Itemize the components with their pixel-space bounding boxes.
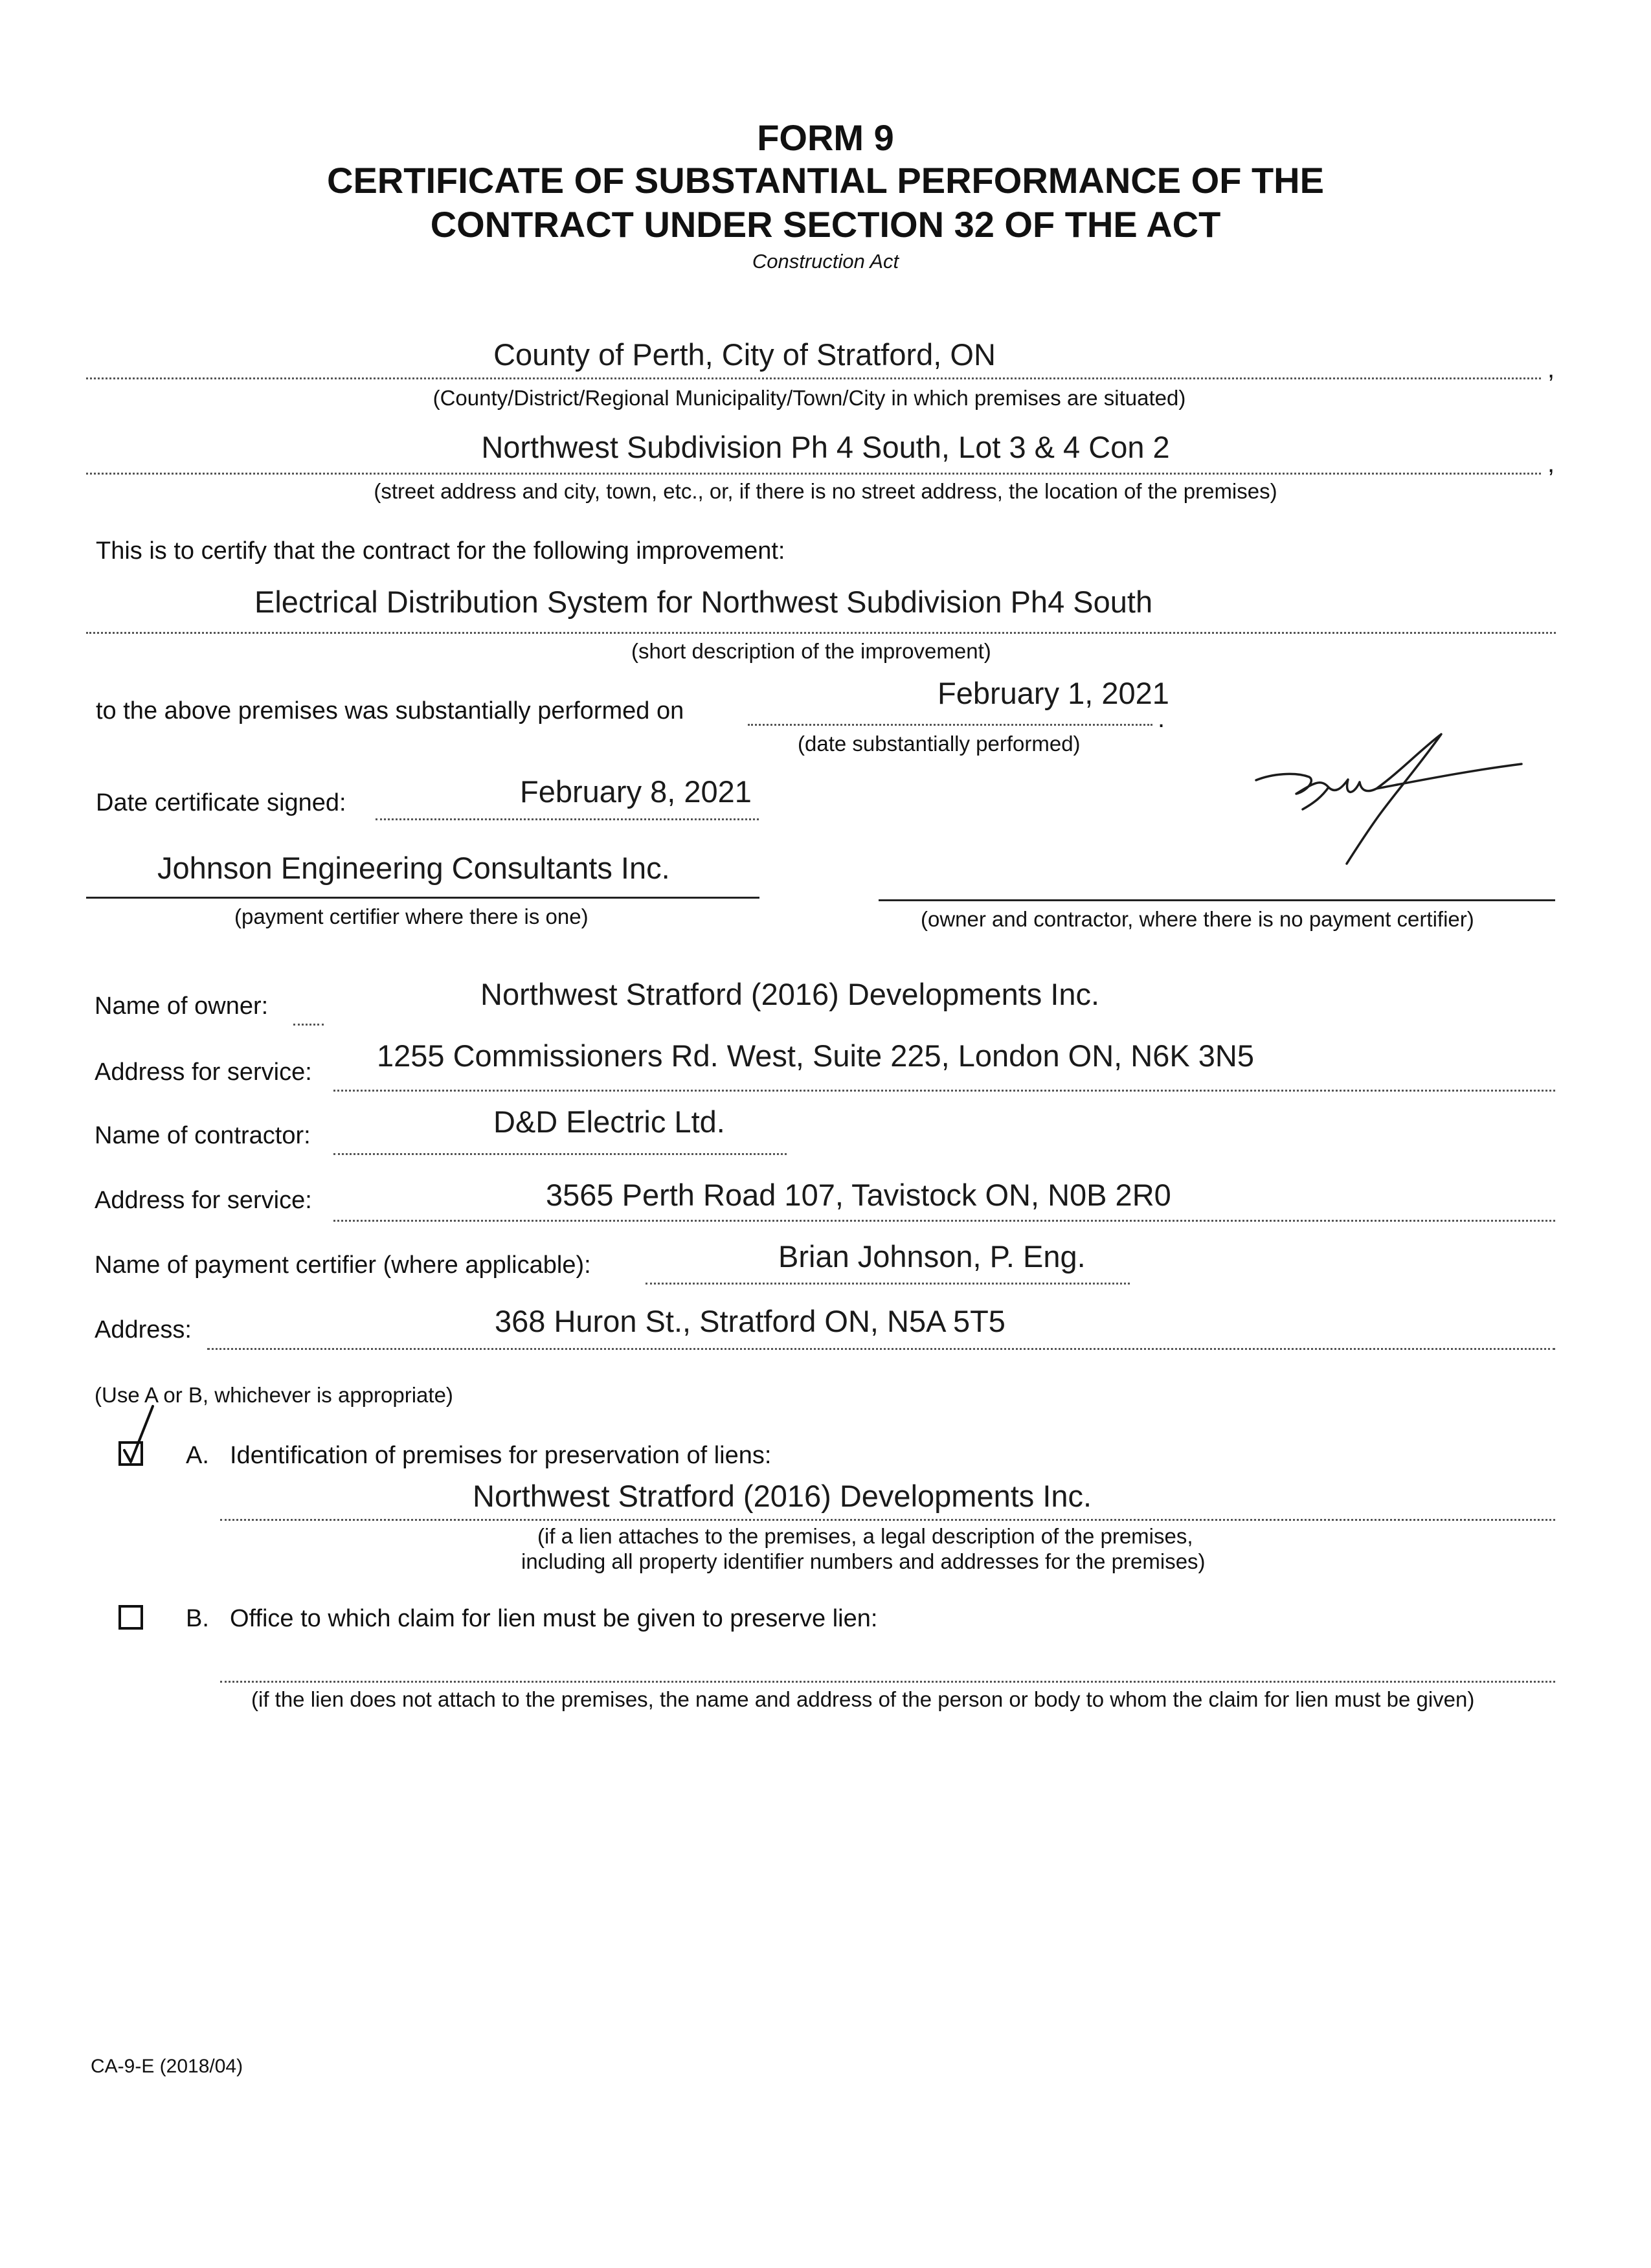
contractor-address-label: Address for service: bbox=[95, 1187, 312, 1214]
performed-date-value[interactable]: February 1, 2021 bbox=[938, 676, 1169, 710]
certifier-name-value[interactable]: Brian Johnson, P. Eng. bbox=[778, 1239, 1086, 1274]
improvement-caption: (short description of the improvement) bbox=[631, 639, 991, 663]
certifier-name-label: Name of payment certifier (where applicable): bbox=[95, 1252, 591, 1279]
checkmark-icon bbox=[115, 1404, 161, 1468]
option-a-line bbox=[220, 1519, 1555, 1521]
option-a-label: Identification of premises for preservation of liens: bbox=[230, 1442, 772, 1469]
form-title-line1: CERTIFICATE OF SUBSTANTIAL PERFORMANCE OF THE bbox=[327, 160, 1324, 201]
form-number: FORM 9 bbox=[757, 117, 894, 158]
certify-intro: This is to certify that the contract for the following improvement: bbox=[96, 537, 785, 565]
options-instruction: (Use A or B, whichever is appropriate) bbox=[95, 1383, 453, 1407]
contractor-address-value[interactable]: 3565 Perth Road 107, Tavistock ON, N0B 2R0 bbox=[546, 1178, 1171, 1212]
contractor-name-value[interactable]: D&D Electric Ltd. bbox=[493, 1105, 725, 1139]
option-a-letter: A. bbox=[186, 1442, 209, 1469]
option-b-label: Office to which claim for lien must be given to preserve lien: bbox=[230, 1605, 878, 1632]
contractor-address-line bbox=[333, 1220, 1555, 1222]
certifier-address-value[interactable]: 368 Huron St., Stratford ON, N5A 5T5 bbox=[495, 1304, 1005, 1338]
contractor-name-label: Name of contractor: bbox=[95, 1122, 311, 1149]
option-b-line bbox=[220, 1681, 1555, 1683]
contractor-name-line bbox=[333, 1153, 787, 1155]
owner-contractor-line bbox=[879, 899, 1555, 901]
certifier-name-line bbox=[646, 1283, 1130, 1285]
option-a-caption-line1: (if a lien attaches to the premises, a legal description of the premises, bbox=[537, 1524, 1193, 1548]
certifier-address-line bbox=[207, 1348, 1555, 1350]
improvement-value[interactable]: Electrical Distribution System for Northwest Subdivision Ph4 South bbox=[254, 585, 1153, 619]
premises-address-comma: , bbox=[1547, 449, 1555, 478]
certifier-address-label: Address: bbox=[95, 1316, 192, 1343]
statute-name: Construction Act bbox=[752, 250, 899, 273]
performed-period: . bbox=[1158, 704, 1165, 733]
date-signed-label: Date certificate signed: bbox=[96, 789, 346, 816]
date-signed-line bbox=[376, 818, 759, 820]
payment-certifier-value[interactable]: Johnson Engineering Consultants Inc. bbox=[157, 851, 670, 885]
municipality-comma: , bbox=[1547, 355, 1555, 383]
form-code: CA-9-E (2018/04) bbox=[91, 2056, 243, 2077]
option-b-letter: B. bbox=[186, 1605, 209, 1632]
option-b-caption: (if the lien does not attach to the premises, the name and address of the person or body to whom the claim for lien must be given) bbox=[251, 1687, 1475, 1711]
option-a-caption-line2: including all property identifier numbers and addresses for the premises) bbox=[521, 1549, 1206, 1573]
owner-name-value[interactable]: Northwest Stratford (2016) Developments Inc. bbox=[480, 977, 1100, 1011]
payment-certifier-line bbox=[86, 897, 759, 899]
option-a-value[interactable]: Northwest Stratford (2016) Developments Inc. bbox=[473, 1479, 1092, 1513]
owner-address-value[interactable]: 1255 Commissioners Rd. West, Suite 225, London ON, N6K 3N5 bbox=[377, 1039, 1254, 1073]
option-b-checkbox[interactable] bbox=[118, 1605, 143, 1630]
premises-address-line bbox=[86, 473, 1541, 475]
owner-name-label: Name of owner: bbox=[95, 993, 269, 1020]
payment-certifier-caption: (payment certifier where there is one) bbox=[234, 904, 589, 928]
premises-address-value[interactable]: Northwest Subdivision Ph 4 South, Lot 3 & 4 Con 2 bbox=[481, 430, 1170, 464]
municipality-line bbox=[86, 377, 1541, 379]
owner-address-line bbox=[333, 1090, 1555, 1092]
municipality-caption: (County/District/Regional Municipality/Town/City in which premises are situated) bbox=[432, 386, 1186, 410]
performed-date-caption: (date substantially performed) bbox=[798, 732, 1081, 756]
municipality-value[interactable]: County of Perth, City of Stratford, ON bbox=[493, 337, 996, 372]
premises-address-caption: (street address and city, town, etc., or, if there is no street address, the location of the premises) bbox=[374, 479, 1277, 503]
performed-label: to the above premises was substantially performed on bbox=[96, 697, 684, 724]
date-signed-value[interactable]: February 8, 2021 bbox=[520, 774, 752, 809]
signature-image bbox=[1250, 732, 1528, 874]
improvement-line bbox=[86, 632, 1556, 634]
performed-date-line bbox=[748, 724, 1152, 726]
owner-contractor-caption: (owner and contractor, where there is no payment certifier) bbox=[921, 907, 1474, 931]
form-title-line2: CONTRACT UNDER SECTION 32 OF THE ACT bbox=[430, 204, 1221, 245]
owner-name-line bbox=[293, 1024, 324, 1026]
owner-address-label: Address for service: bbox=[95, 1059, 312, 1086]
